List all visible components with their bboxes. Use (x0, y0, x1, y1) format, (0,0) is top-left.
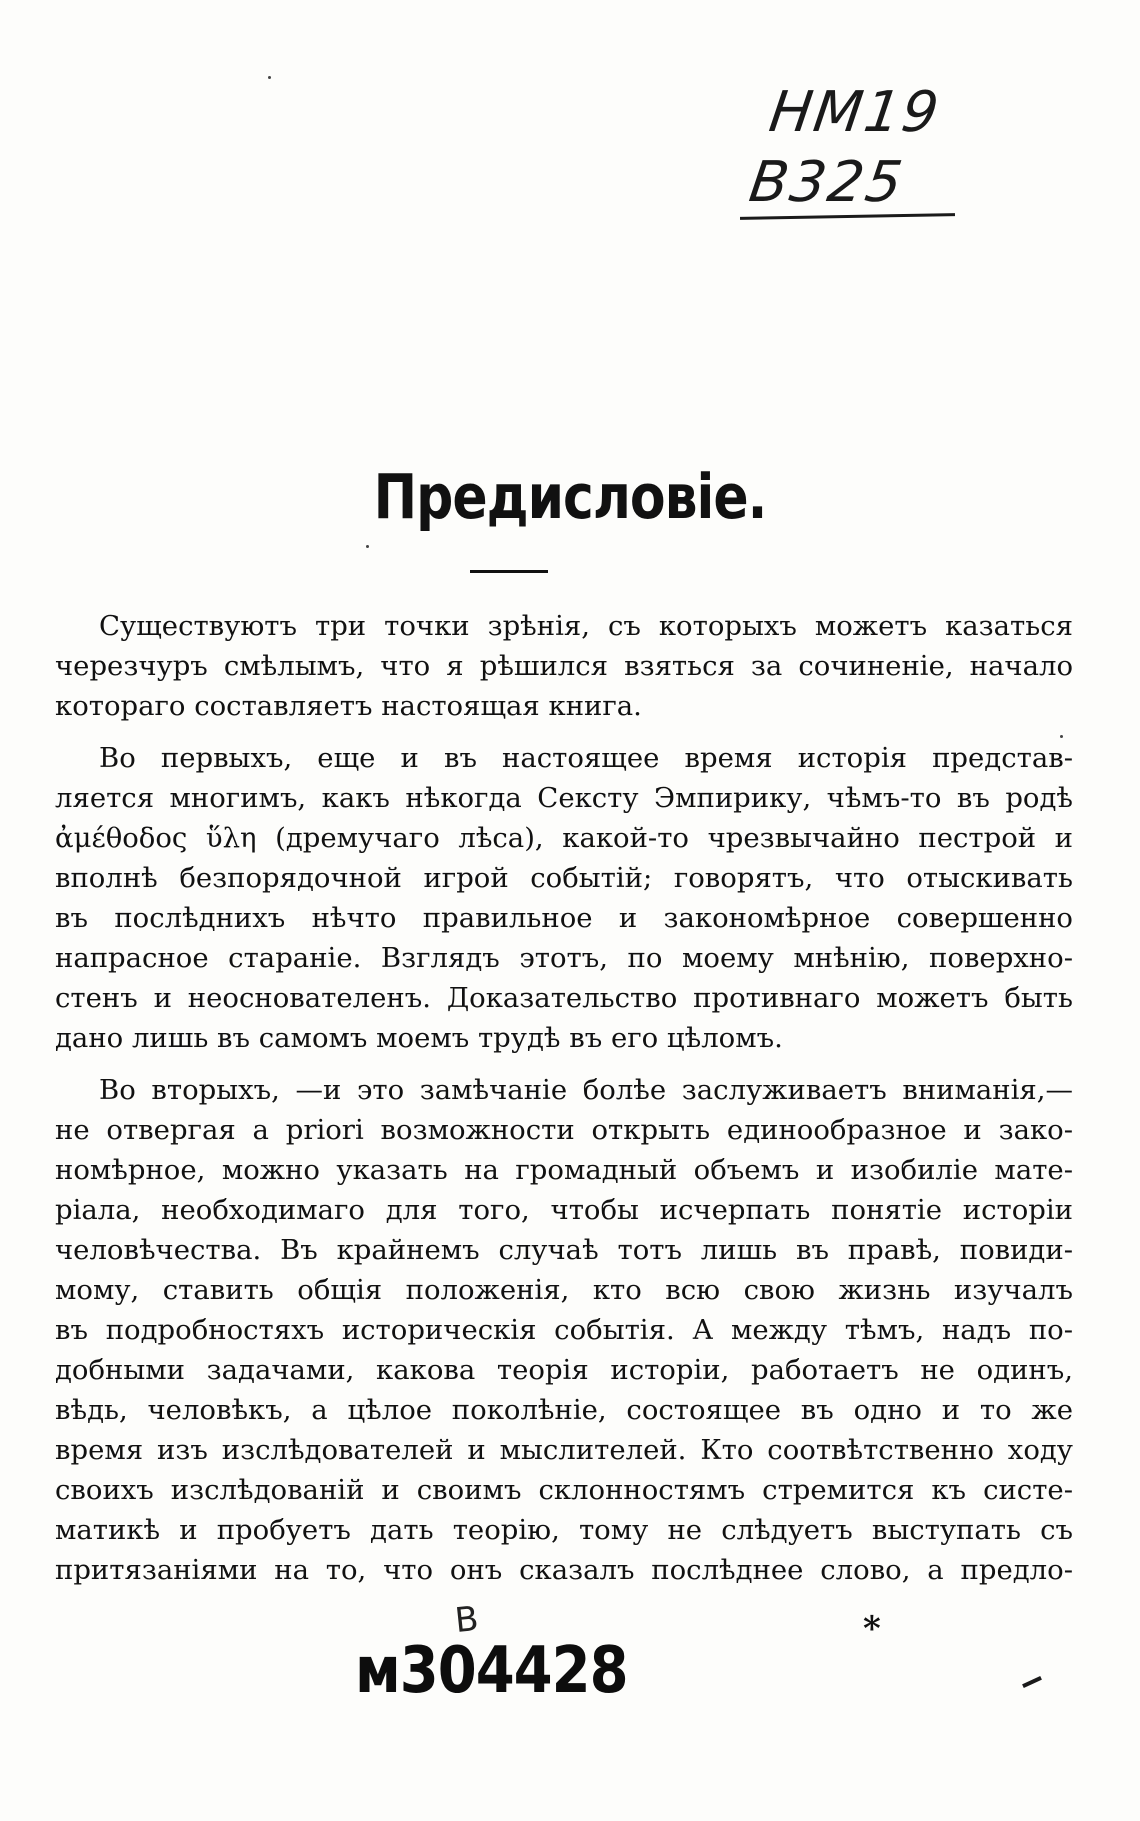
text-line: притязаніями на то, что онъ сказалъ послѣднее слово, а предло- (55, 1554, 1073, 1586)
text-line: время изъ изслѣдователей и мыслителей. Кто соотвѣтственно ходу (55, 1434, 1073, 1466)
stamp-handwritten-mark: В (452, 1598, 481, 1642)
paragraph-1 (55, 606, 1073, 726)
shelfmark-line-1: НМ19 (765, 80, 945, 145)
ink-speck (268, 76, 271, 79)
shelfmark-line-2: В325 (745, 150, 908, 215)
text-line: дано лишь въ самомъ моемъ трудѣ въ его цѣломъ. (55, 1022, 783, 1054)
title-divider (470, 570, 548, 573)
footnote-marker: * (863, 1609, 881, 1649)
library-stamp-number: м304428 (355, 1633, 628, 1708)
text-line: черезчуръ смѣлымъ, что я рѣшился взяться за сочиненіе, начало (55, 650, 1073, 682)
ink-mark (1022, 1676, 1042, 1688)
text-line: въ подробностяхъ историческія событія. А между тѣмъ, надъ по- (55, 1314, 1073, 1346)
text-line: своихъ изслѣдованій и своимъ склонностямъ стремится къ систе- (55, 1474, 1073, 1506)
text-line: вполнѣ безпорядочной игрой событій; говорятъ, что отыскивать (55, 862, 1073, 894)
body-text (55, 606, 1073, 1602)
paragraph-3 (55, 1070, 1073, 1590)
ink-speck (366, 545, 369, 548)
text-line: ἀμέθοδος ὕλη (дремучаго лѣса), какой-то чрезвычайно пестрой и (55, 822, 1073, 854)
text-line: человѣчества. Въ крайнемъ случаѣ тотъ лишь въ правѣ, повиди- (55, 1234, 1073, 1266)
text-line: напрасное стараніе. Взглядъ этотъ, по моему мнѣнію, поверхно- (55, 942, 1073, 974)
ink-speck (1060, 735, 1063, 738)
paragraph-2 (55, 738, 1073, 1058)
text-line: Во первыхъ, еще и въ настоящее время исторія представ- (99, 742, 1073, 774)
text-line: въ послѣднихъ нѣчто правильное и закономѣрное совершенно (55, 902, 1073, 934)
text-line: Во вторыхъ, —и это замѣчаніе болѣе заслуживаетъ вниманія,— (99, 1074, 1073, 1106)
text-line: стенъ и неоснователенъ. Доказательство противнаго можетъ быть (55, 982, 1073, 1014)
text-line: добными задачами, какова теорія исторіи, работаетъ не одинъ, (55, 1354, 1073, 1386)
text-line: мому, ставить общія положенія, кто всю свою жизнь изучалъ (55, 1274, 1073, 1306)
text-line: ляется многимъ, какъ нѣкогда Сексту Эмпирику, чѣмъ-то въ родѣ (55, 782, 1073, 814)
text-line: вѣдь, человѣкъ, а цѣлое поколѣніе, состоящее въ одно и то же (55, 1394, 1073, 1426)
text-line: Существуютъ три точки зрѣнія, съ которыхъ можетъ казаться (99, 610, 1073, 642)
handwritten-shelfmark (740, 80, 970, 220)
page-title: Предисловіе. (373, 462, 767, 534)
text-line: номѣрное, можно указать на громадный объемъ и изобиліе мате- (55, 1154, 1073, 1186)
text-line: ріала, необходимаго для того, чтобы исчерпать понятіе исторіи (55, 1194, 1073, 1226)
text-line: котораго составляетъ настоящая книга. (55, 690, 642, 722)
text-line: матикѣ и пробуетъ дать теорію, тому не слѣдуетъ выступать съ (55, 1514, 1073, 1546)
text-line: не отвергая а priori возможности открыть единообразное и зако- (55, 1114, 1073, 1146)
